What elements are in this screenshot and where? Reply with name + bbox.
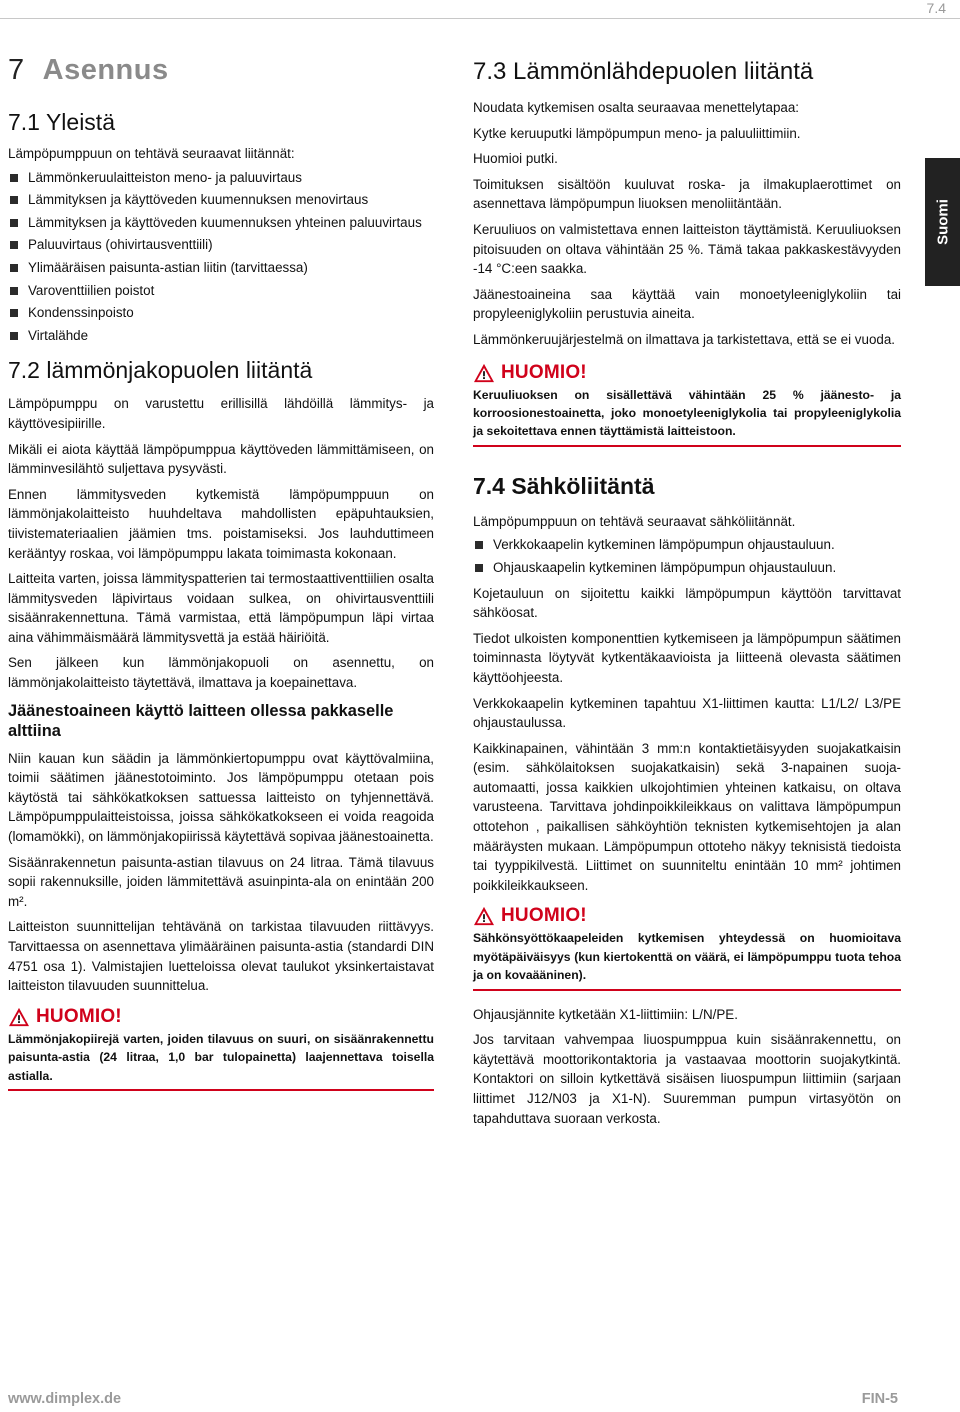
paragraph: Ennen lämmitysveden kytkemistä lämpöpumppuun on lämmönjakolaitteisto huuhdeltava mahdollisten epäpuhtauksien, tiivistemateriaalien jäämien tms. poistamiseksi. Jos lauhduttimeen kerääntyy roskaa, voi lämpöpumppu lakata toimimasta kokonaan. xyxy=(8,486,434,561)
paragraph: Keruuliuos on valmistettava ennen laitteiston täyttämistä. Keruuliuoksen pitoisuuden on oltava vähintään 25 %. Tämä takaa pakkaskestävyyden -14 °C:een saakka. xyxy=(473,221,901,277)
chapter-title: Asennus xyxy=(42,54,169,86)
paragraph: Lämpöpumppu on varustettu erillisillä lähdöillä lämmitys- ja käyttövesipiirille. xyxy=(8,396,434,431)
left-column xyxy=(8,54,434,1091)
paragraph: Jos tarvitaan vahvempaa liuospumppua kuin sisäänrakennettu, on käytettävä moottorikontaktoria ja vastaavaa moottorin suojakytkintä. Kontaktori on silloin kytkettävä sisäisen liuospumpun liittimiin (sarjaan liittimet J12/N03 ja X1-N). Suuremman pumpun virtasyötön on tapahduttava suoraan verkosta. xyxy=(473,1032,901,1126)
warning-header xyxy=(473,362,901,384)
warning-triangle-icon xyxy=(473,363,495,383)
warning-header xyxy=(8,1006,434,1028)
list-item: Ylimääräisen paisunta-astian liitin (tarvittaessa) xyxy=(8,258,434,278)
paragraph: Verkkokaapelin kytkeminen tapahtuu X1-liittimen kautta: L1/L2/ L3/PE ohjaustaulussa. xyxy=(473,695,901,731)
square-bullet-icon xyxy=(10,309,18,317)
square-bullet-icon xyxy=(10,174,18,182)
list-item: Lämmityksen ja käyttöveden kuumennuksen yhteinen paluuvirtaus xyxy=(8,213,434,233)
warning-title: HUOMIO! xyxy=(36,1005,122,1027)
warning-box xyxy=(473,362,901,447)
chapter-heading xyxy=(8,54,434,87)
square-bullet-icon xyxy=(10,332,18,340)
list-item: Verkkokaapelin kytkeminen lämpöpumpun ohjaustauluun. xyxy=(473,535,901,555)
paragraph: Kytke keruuputki lämpöpumpun meno- ja paluuliittimiin. xyxy=(473,125,801,141)
paragraph: Ohjausjännite kytketään X1-liittimiin: L/N/PE. xyxy=(473,1006,738,1022)
section-7-3-title: 7.3 Lämmönlähdepuolen liitäntä xyxy=(473,58,814,85)
warning-text: Lämmönjakopiirejä varten, joiden tilavuus on suuri, on sisäänrakennettu paisunta-astia (24 litraa, 1,0 bar tulopainetta) laajennettava toisella astialla. xyxy=(8,1030,434,1091)
warning-header xyxy=(473,905,901,927)
list-item: Paluuvirtaus (ohivirtausventtiili) xyxy=(8,235,434,255)
right-column xyxy=(473,58,901,1134)
list-item: Varoventtiilien poistot xyxy=(8,281,434,301)
square-bullet-icon xyxy=(10,196,18,204)
paragraph: Lämpöpumppuun on tehtävä seuraavat sähköliitännät. xyxy=(473,513,796,529)
chapter-number: 7 xyxy=(8,54,25,86)
paragraph: Kojetauluun on sijoitettu kaikki lämpöpumpun käyttöön tarvittavat sähköosat. xyxy=(473,585,901,621)
section-7-2-title: 7.2 lämmönjakopuolen liitäntä xyxy=(8,357,313,384)
list-item: Virtalähde xyxy=(8,326,434,346)
warning-text: Keruuliuoksen on sisällettävä vähintään 25 % jäänesto- ja korroosionestoainetta, joko monoetyleeniglykolia tai propyleeniglykolia ja sekoitettava ennen täyttämistä laitteistoon. xyxy=(473,386,901,447)
warning-title: HUOMIO! xyxy=(501,905,587,927)
paragraph: Kaikkinapainen, vähintään 3 mm:n kontaktietäisyyden suojakatkaisin (esim. sähkölaitoksen suojakatkaisin) sekä 3-napainen suoja-automaatti, jossa kaikkien ulkojohtimien yhteinen katkaisu, on oltava varusteena. Tarvittava johdinpoikkileikkaus on valittava lämpöpumpun ottotehon , paikallisen sähköyhtiön teknisten kytkemisehtojen ja alan määräysten mukaan. Lämpöpumpun ottoteho näkyy teknisistä tiedoista tai tyyppikilvestä. Liittimet on suunniteltu enintään 10 mm² johtimen poikkileikkaukseen. xyxy=(473,740,901,893)
paragraph: Tiedot ulkoisten komponenttien kytkemiseen ja lämpöpumpun säätimen toiminnasta löytyvät kytkentäkaavioista ja liitteenä olevasta säätimen käyttöohjeesta. xyxy=(473,630,901,685)
warning-title: HUOMIO! xyxy=(501,361,587,383)
footer-website: www.dimplex.de xyxy=(8,1391,122,1407)
paragraph: Lämmönkeruujärjestelmä on ilmattava ja tarkistettava, että se ei vuoda. xyxy=(473,331,896,347)
paragraph: Noudata kytkemisen osalta seuraavaa menettelytapaa: xyxy=(473,100,800,115)
paragraph: Mikäli ei aiota käyttää lämpöpumppua käyttöveden lämmittämiseen, on lämminvesilähtö suljettava pysyvästi. xyxy=(8,441,434,477)
paragraph: Huomioi putki. xyxy=(473,151,558,167)
warning-triangle-icon xyxy=(473,906,495,926)
paragraph: Sisäänrakennetun paisunta-astian tilavuus on 24 litraa. Tämä tilavuus sopii rakennuksille, joiden lämmitettävä asuinpinta-ala on enintään 200 m². xyxy=(8,854,434,909)
paragraph: Laitteiston suunnittelijan tehtävänä on tarkistaa tilavuuden riittävyys. Tarvittaessa on asennettava ylimääräinen paisunta-astia (standardi DIN 4751 osa 1). Valmistajien luetteloissa olevat taulukot yksinkertaistavat laitteiston tilavuuden suunnittelua. xyxy=(8,919,434,994)
language-tab-label: Suomi xyxy=(934,199,951,245)
paragraph: Niin kauan kun säädin ja lämmönkiertopumppu ovat käyttövalmiina, toimii säätimen jäänestotoiminto. Jos lämpöpumppu otetaan pois käytöstä tai sähkökatkoksen sattuessa laitteisto on tyhjennettävä. Lämpöpumppulaitteistoissa, joissa sähkökatkokseen ei voida reagoida (lomamökki), on lämmönjakopiirissä käytettävä sopivaa jäänestoainetta. xyxy=(8,750,434,845)
paragraph: Jäänestoaineina saa käyttää vain monoetyleeniglykoliin tai propyleeniglykoliin perustuvia aineita. xyxy=(473,286,901,322)
section-7-4-title: 7.4 Sähköliitäntä xyxy=(473,472,655,499)
header-rule xyxy=(0,18,960,19)
warning-box xyxy=(8,1006,434,1091)
connection-list xyxy=(8,168,434,346)
square-bullet-icon xyxy=(475,541,483,549)
warning-text: Sähkönsyöttökaapeleiden kytkemisen yhteydessä on huomioitava myötäpäiväisyys (kun kiertokenttä on väärä, ei lämpöpumppu tuota tehoa ja on kovaääninen). xyxy=(473,929,901,990)
electrical-list xyxy=(473,535,901,577)
list-item: Lämmönkeruulaitteiston meno- ja paluuvirtaus xyxy=(8,168,434,188)
language-tab xyxy=(925,158,960,286)
page-marker: 7.4 xyxy=(926,0,946,16)
section-7-1-intro: Lämpöpumppuun on tehtävä seuraavat liitännät: xyxy=(8,146,295,161)
footer-page-number: FIN-5 xyxy=(861,1391,898,1407)
warning-box xyxy=(473,905,901,990)
warning-triangle-icon xyxy=(8,1007,30,1027)
antifreeze-subheading: Jäänestoaineen käyttö laitteen ollessa pakkaselle alttiina xyxy=(8,701,394,740)
square-bullet-icon xyxy=(10,241,18,249)
list-item: Kondenssinpoisto xyxy=(8,303,434,323)
paragraph: Laitteita varten, joissa lämmityspatterien tai termostaattiventtiilien osalta lämmitysveden läpivirtaus voidaan sulkea, on ohivirtausventtiili sisäänrakennettuna. Tämä varmistaa, että lämpöpumpun läpi virtaa aina vähimmäismäärä lämmitysvettä ja estää häiriöitä. xyxy=(8,571,434,645)
square-bullet-icon xyxy=(10,264,18,272)
paragraph: Sen jälkeen kun lämmönjakopuoli on asennettu, on lämmönjakolaitteisto täytettävä, ilmattava ja koepainettava. xyxy=(8,655,434,691)
list-item: Ohjauskaapelin kytkeminen lämpöpumpun ohjaustauluun. xyxy=(473,558,901,578)
section-7-1-title: 7.1 Yleistä xyxy=(8,109,115,135)
list-item: Lämmityksen ja käyttöveden kuumennuksen menovirtaus xyxy=(8,190,434,210)
square-bullet-icon xyxy=(10,219,18,227)
paragraph: Toimituksen sisältöön kuuluvat roska- ja ilmakuplaerottimet on asennettava lämpöpumpun liuoksen menoliitäntään. xyxy=(473,176,901,212)
square-bullet-icon xyxy=(10,287,18,295)
square-bullet-icon xyxy=(475,564,483,572)
